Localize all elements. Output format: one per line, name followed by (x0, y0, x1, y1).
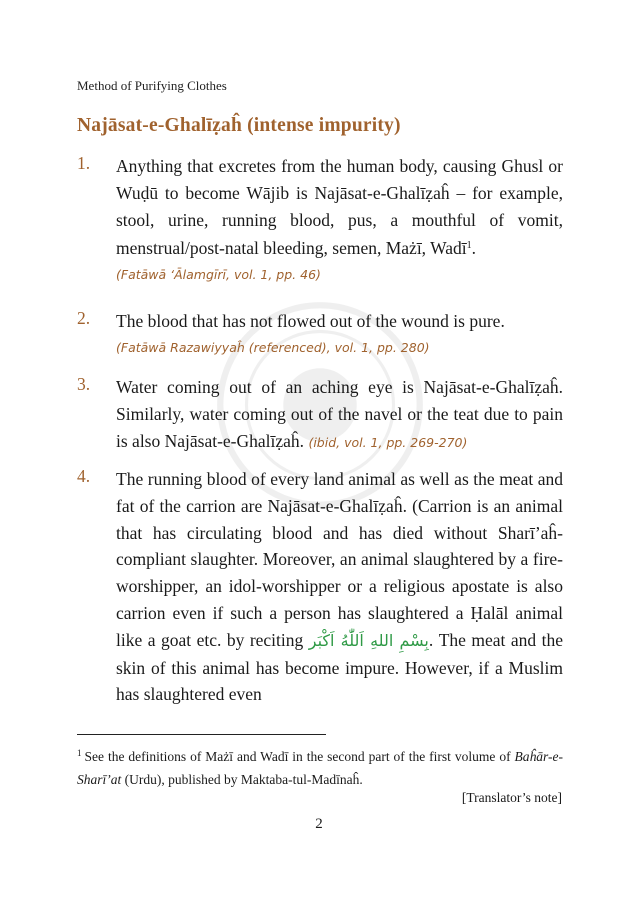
list-item-4: 4. The running blood of every land animal as well as the meat and fat of the carrion are Najāsat-e-Ghalīẓaĥ. (Carrion is an animal that has circulating blood and has died without Sharī’aĥ-compliant slaughter. Moreover, an animal slaughtered by a fire-worshipper, an idol-worshipper or a religious apostate is also carrion even if such a person has slaughtered a Ḥalāl animal like a goat etc. by reciting بِسْمِ اللهِ اَللّٰهُ اَكْبَر. The meat and the skin of this animal has become impure. However, if a Muslim has slaughtered even (77, 466, 564, 705)
item-text: Water coming out of an aching eye is Najāsat-e-Ghalīẓaĥ. Similarly, water coming out of the navel or the teat due to pain is also Najāsat-e-Ghalīẓaĥ. (116, 377, 563, 451)
item-number: 3. (77, 374, 91, 394)
item-reference: (Fatāwā ‘Ālamgīrī, vol. 1, pp. 46) (116, 267, 321, 283)
item-number: 4. (77, 466, 91, 486)
list-item-3 (77, 374, 563, 456)
item-text: The blood that has not flowed out of the wound is pure. (116, 311, 505, 331)
footnote-number: 1 (77, 748, 82, 758)
book-title: Baĥār-e-Sharī’at (77, 749, 563, 787)
item-number: 1. (77, 153, 91, 173)
item-number: 2. (77, 308, 91, 328)
item-reference: (ibid, vol. 1, pp. 269-270) (308, 434, 468, 450)
list-item-2 (77, 308, 563, 357)
item-reference: (Fatāwā Razawiyyaĥ (referenced), vol. 1, pp. 280) (116, 339, 430, 355)
page-number: 2 (315, 816, 323, 832)
translator-note: [Translator’s note] (461, 790, 562, 805)
footnote-divider (77, 734, 326, 735)
footnote: $^1$ See the definitions of Mażī and Wadī in the second part of the first volume of Baĥār-e-Sharī’at (Urdu), published by Maktaba-tul-Madīnaĥ. (77, 748, 563, 787)
item-text: The running blood of every land animal as well as the meat and fat of the carrion are Najāsat-e-Ghalīẓaĥ. (Carrion is an animal that has circulating blood and has died without Sharī’aĥ-compliant slaughter. Moreover, an animal slaughtered by a fire-worshipper, an idol-worshipper or a religious apostate is also carrion even if such a person has slaughtered a Ḥalāl animal like a goat etc. by reciting (116, 469, 563, 650)
section-heading: Najāsat-e-Ghalīẓaĥ (intense impurity) (77, 115, 401, 136)
running-head: Method of Purifying Clothes (77, 78, 227, 93)
footnote-marker: 1 (466, 240, 472, 252)
list-item-1: 1. Anything that excretes from the human body, causing Ghusl or Wuḍū to become Wājib is Najāsat-e-Ghalīẓaĥ – for example, stool, urine, running blood, pus, a mouthful of vomit, menstrual/post-natal bleeding, semen, Mażī, Wadī$^1$. (Fatāwā ‘Ālamgīrī, vol. 1, pp. 46) (77, 153, 563, 283)
item-text: Anything that excretes from the human body, causing Ghusl or Wuḍū to become Wājib is Najāsat-e-Ghalīẓaĥ – for example, stool, urine, running blood, pus, a mouthful of vomit, menstrual/post-natal bleeding, semen, Mażī, Wadī (116, 156, 563, 259)
arabic-phrase: بِسْمِ اللهِ اَللّٰهُ اَكْبَر (308, 630, 429, 650)
